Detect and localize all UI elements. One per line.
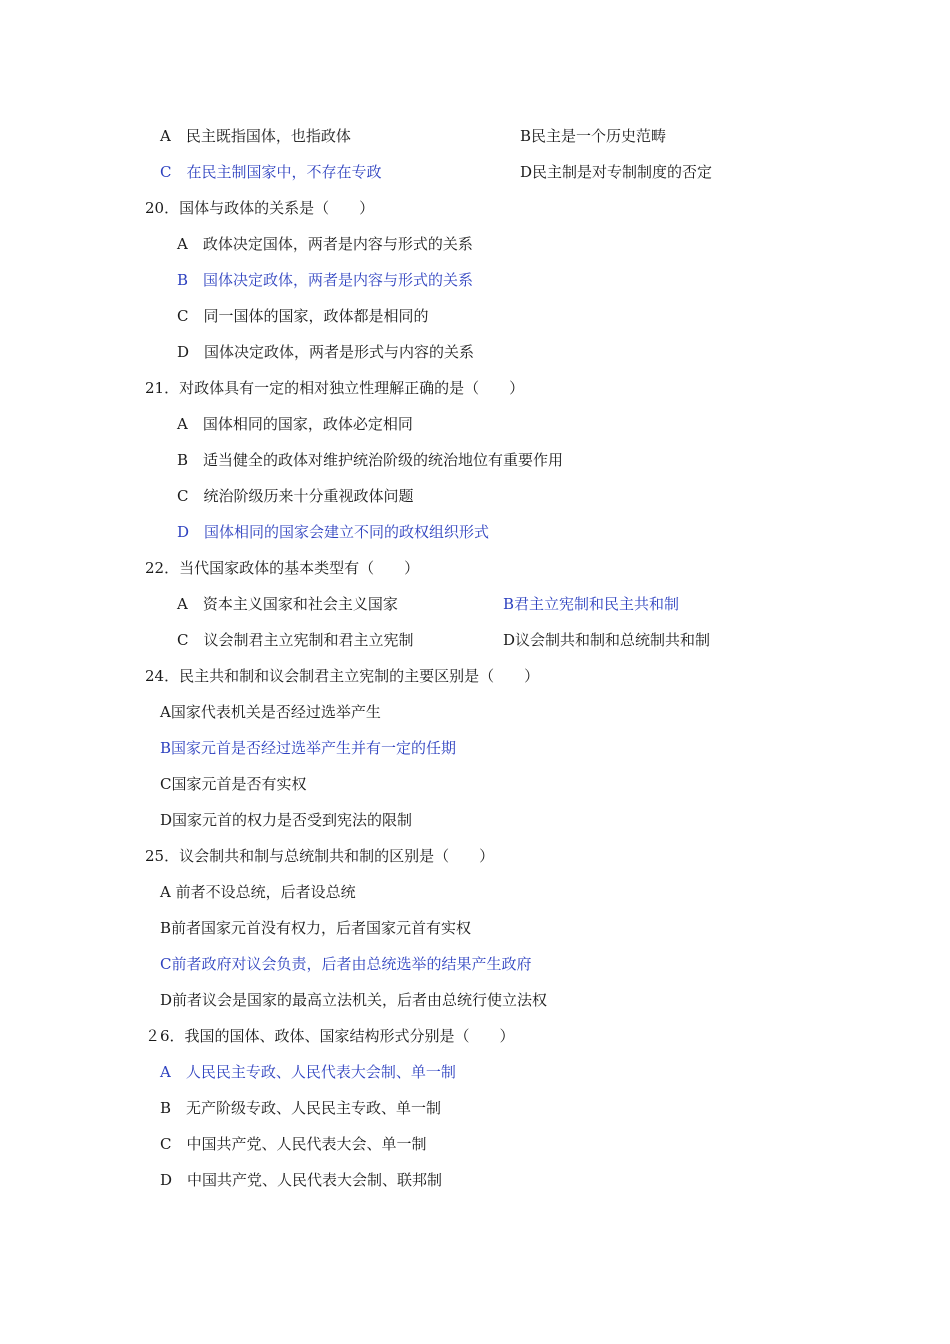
- q19-option-b: B民主是一个历史范畴: [520, 127, 667, 145]
- q25-stem: 25．议会制共和制与总统制共和制的区别是（ ）: [145, 847, 495, 865]
- q19-option-d: D民主制是对专制制度的否定: [520, 163, 713, 181]
- q19-option-c: C 在民主制国家中，不存在专政: [160, 163, 382, 181]
- q19-option-a: A 民主既指国体，也指政体: [160, 127, 351, 145]
- q24-option-d: D国家元首的权力是否受到宪法的限制: [160, 811, 413, 829]
- q21-option-b: B 适当健全的政体对维护统治阶级的统治地位有重要作用: [177, 451, 564, 469]
- q20-stem: 20．国体与政体的关系是（ ）: [145, 199, 375, 217]
- q24-stem: 24．民主共和制和议会制君主立宪制的主要区别是（ ）: [145, 667, 540, 685]
- q25-option-d: D前者议会是国家的最高立法机关，后者由总统行使立法权: [160, 991, 548, 1009]
- q20-option-b: B 国体决定政体，两者是内容与形式的关系: [177, 271, 474, 289]
- q24-option-a: A国家代表机关是否经过选举产生: [160, 703, 381, 721]
- q24-option-c: C国家元首是否有实权: [160, 775, 307, 793]
- q21-stem: 21．对政体具有一定的相对独立性理解正确的是（ ）: [145, 379, 525, 397]
- q21-option-c: C 统治阶级历来十分重视政体问题: [177, 487, 414, 505]
- q22-stem: 22．当代国家政体的基本类型有（ ）: [145, 559, 420, 577]
- q24-option-b: B国家元首是否经过选举产生并有一定的任期: [160, 739, 457, 757]
- q22-option-b: B君主立宪制和民主共和制: [503, 595, 680, 613]
- q25-option-a: A 前者不设总统，后者设总统: [160, 883, 356, 901]
- q26-option-a: A 人民民主专政、人民代表大会制、单一制: [160, 1063, 456, 1081]
- q26-stem: ２6．我国的国体、政体、国家结构形式分别是（ ）: [145, 1027, 515, 1045]
- q25-option-c: C前者政府对议会负责，后者由总统选举的结果产生政府: [160, 955, 532, 973]
- q26-option-c: C 中国共产党、人民代表大会、单一制: [160, 1135, 427, 1153]
- q26-option-d: D 中国共产党、人民代表大会制、联邦制: [160, 1171, 443, 1189]
- q21-option-d: D 国体相同的国家会建立不同的政权组织形式: [177, 523, 490, 541]
- q22-option-a: A 资本主义国家和社会主义国家: [177, 595, 398, 613]
- q20-option-a: A 政体决定国体，两者是内容与形式的关系: [177, 235, 473, 253]
- q25-option-b: B前者国家元首没有权力，后者国家元首有实权: [160, 919, 472, 937]
- q21-option-a: A 国体相同的国家，政体必定相同: [177, 415, 413, 433]
- q22-option-d: D议会制共和制和总统制共和制: [503, 631, 711, 649]
- q22-option-c: C 议会制君主立宪制和君主立宪制: [177, 631, 414, 649]
- q26-option-b: B 无产阶级专政、人民民主专政、单一制: [160, 1099, 442, 1117]
- q20-option-d: D 国体决定政体，两者是形式与内容的关系: [177, 343, 475, 361]
- q20-option-c: C 同一国体的国家，政体都是相同的: [177, 307, 429, 325]
